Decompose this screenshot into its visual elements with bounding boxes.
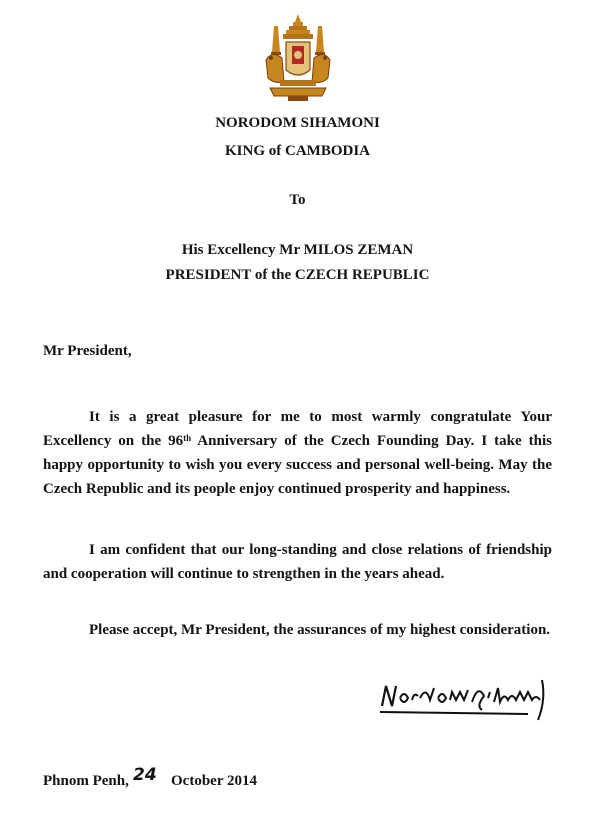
place: Phnom Penh, [43,773,129,789]
ordinal-suffix: th [183,433,192,443]
salutation: Mr President, [43,343,132,359]
sender-name: NORODOM SIHAMONI [215,115,380,131]
date-month-year: October 2014 [171,773,257,789]
date-day-handwritten: 24 [133,765,157,785]
body-paragraph-2: I am confident that our long-standing and close relations of friendship and cooperation will continue to strengthen in the years ahead. [43,542,552,582]
addressee-to-label: To [289,192,306,208]
sender-title: KING of CAMBODIA [225,143,370,159]
royal-arms-of-cambodia-icon [262,12,334,104]
body-paragraph-1 [43,405,552,501]
body-paragraph-1-start: It is a great pleasure for me to most warmly congratulate Your Excellency on the 96 [43,409,552,449]
recipient-title: PRESIDENT of the CZECH REPUBLIC [165,267,430,283]
closing-sentence: Please accept, Mr President, the assurances of my highest consideration. [89,622,551,638]
handwritten-signature [378,676,548,722]
body-paragraph-1-end: Anniversary of the Czech Founding Day. I take this happy opportunity to wish you every success and personal well-being. May the Czech Republic and its people enjoy continued prosperity and happiness. [43,433,552,497]
recipient-name: His Excellency Mr MILOS ZEMAN [181,242,414,258]
